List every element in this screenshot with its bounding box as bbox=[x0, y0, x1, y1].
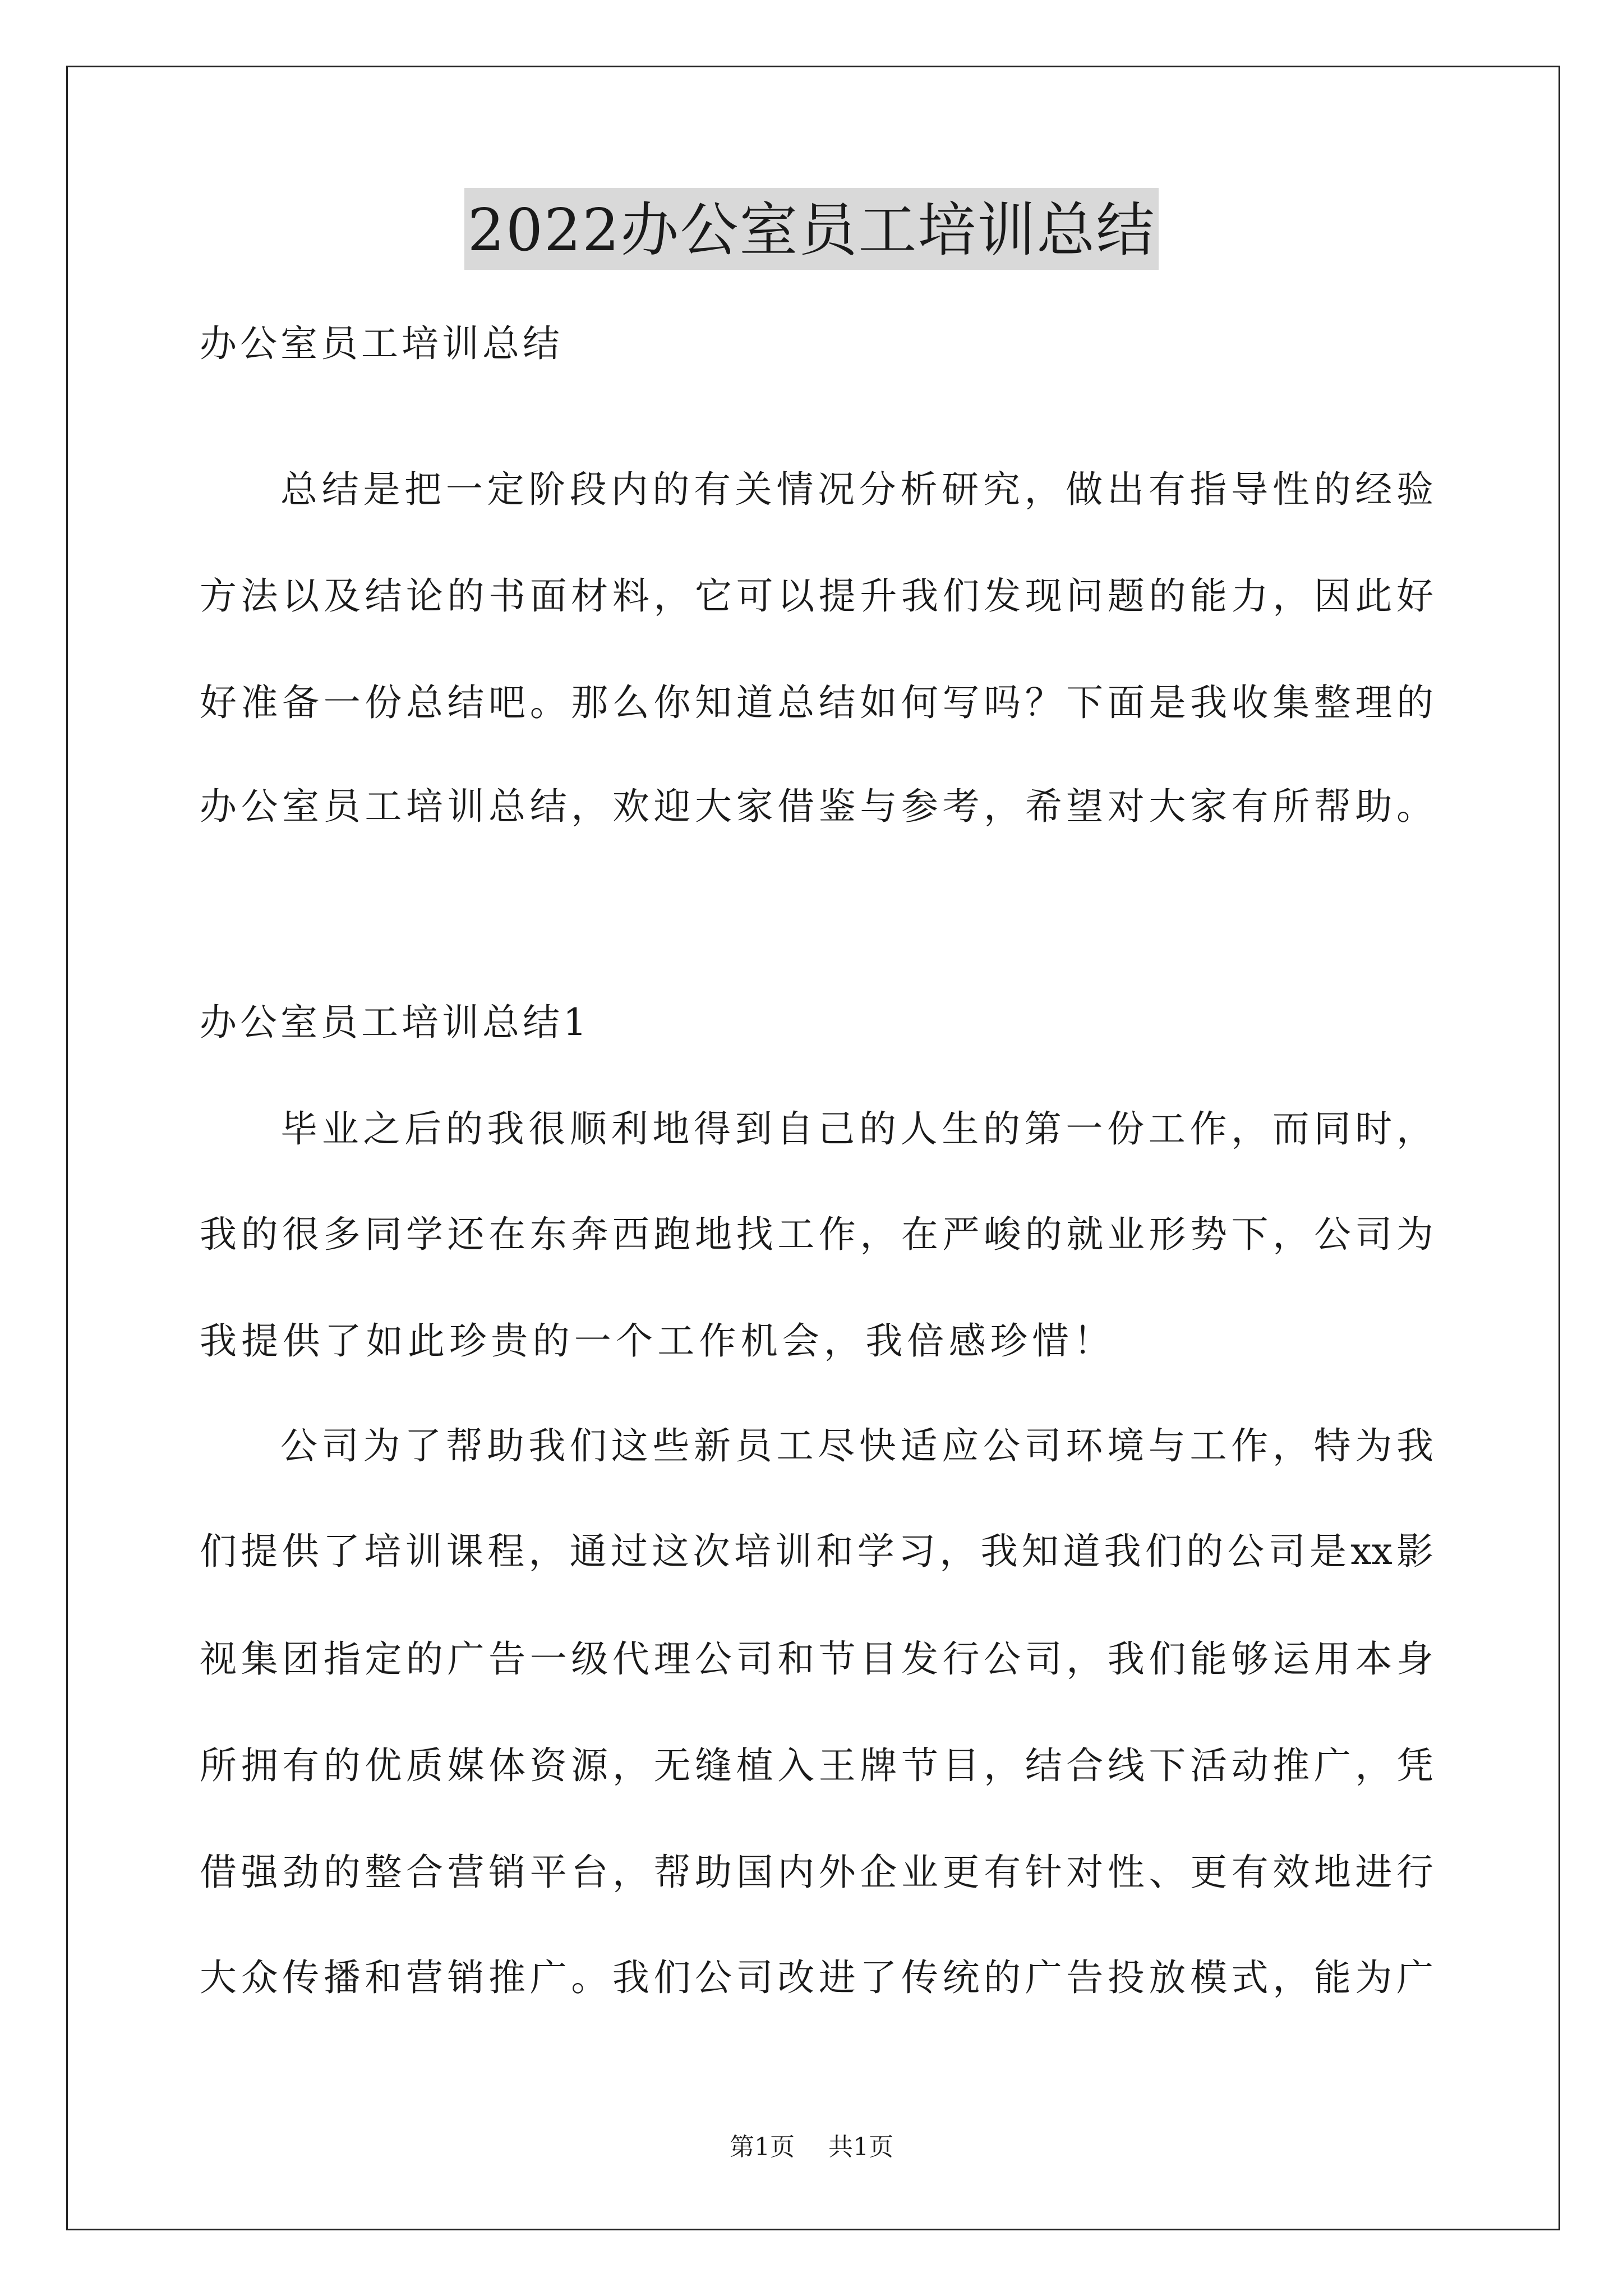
paragraph-line: 视集团指定的广告一级代理公司和节目发行公司，我们能够运用本身 bbox=[200, 1637, 1433, 1681]
paragraph-line: 借强劲的整合营销平台，帮助国内外企业更有针对性、更有效地进行 bbox=[200, 1851, 1433, 1894]
paragraph-line: 我的很多同学还在东奔西跑地找工作，在严峻的就业形势下，公司为 bbox=[200, 1213, 1433, 1256]
paragraph-line: 我提供了如此珍贵的一个工作机会，我倍感珍惜！ bbox=[200, 1319, 1115, 1363]
intro-line: 总结是把一定阶段内的有关情况分析研究，做出有指导性的经验 bbox=[280, 468, 1433, 511]
paragraph-line: 公司为了帮助我们这些新员工尽快适应公司环境与工作，特为我 bbox=[280, 1424, 1433, 1467]
document-subtitle: 办公室员工培训总结 bbox=[200, 322, 563, 365]
intro-line: 方法以及结论的书面材料，它可以提升我们发现问题的能力，因此好 bbox=[200, 574, 1433, 618]
section-heading: 办公室员工培训总结1 bbox=[200, 1001, 590, 1044]
intro-line: 好准备一份总结吧。那么你知道总结如何写吗？下面是我收集整理的 bbox=[200, 681, 1433, 724]
page-footer bbox=[0, 2135, 1623, 2160]
paragraph-line: 大众传播和营销推广。我们公司改进了传统的广告投放模式，能为广 bbox=[200, 1956, 1433, 1999]
page-number-current: 第1页 bbox=[730, 2133, 795, 2161]
document-title-text: 2022办公室员工培训总结 bbox=[464, 188, 1159, 270]
paragraph-line: 们提供了培训课程，通过这次培训和学习，我知道我们的公司是xx影 bbox=[200, 1530, 1433, 1573]
intro-line: 办公室员工培训总结，欢迎大家借鉴与参考，希望对大家有所帮助。 bbox=[200, 785, 1433, 828]
document-title bbox=[0, 196, 1623, 264]
page-number-total: 共1页 bbox=[828, 2133, 893, 2161]
paragraph-line: 毕业之后的我很顺利地得到自己的人生的第一份工作，而同时， bbox=[280, 1107, 1433, 1151]
paragraph-line: 所拥有的优质媒体资源，无缝植入王牌节目，结合线下活动推广，凭 bbox=[200, 1744, 1433, 1787]
